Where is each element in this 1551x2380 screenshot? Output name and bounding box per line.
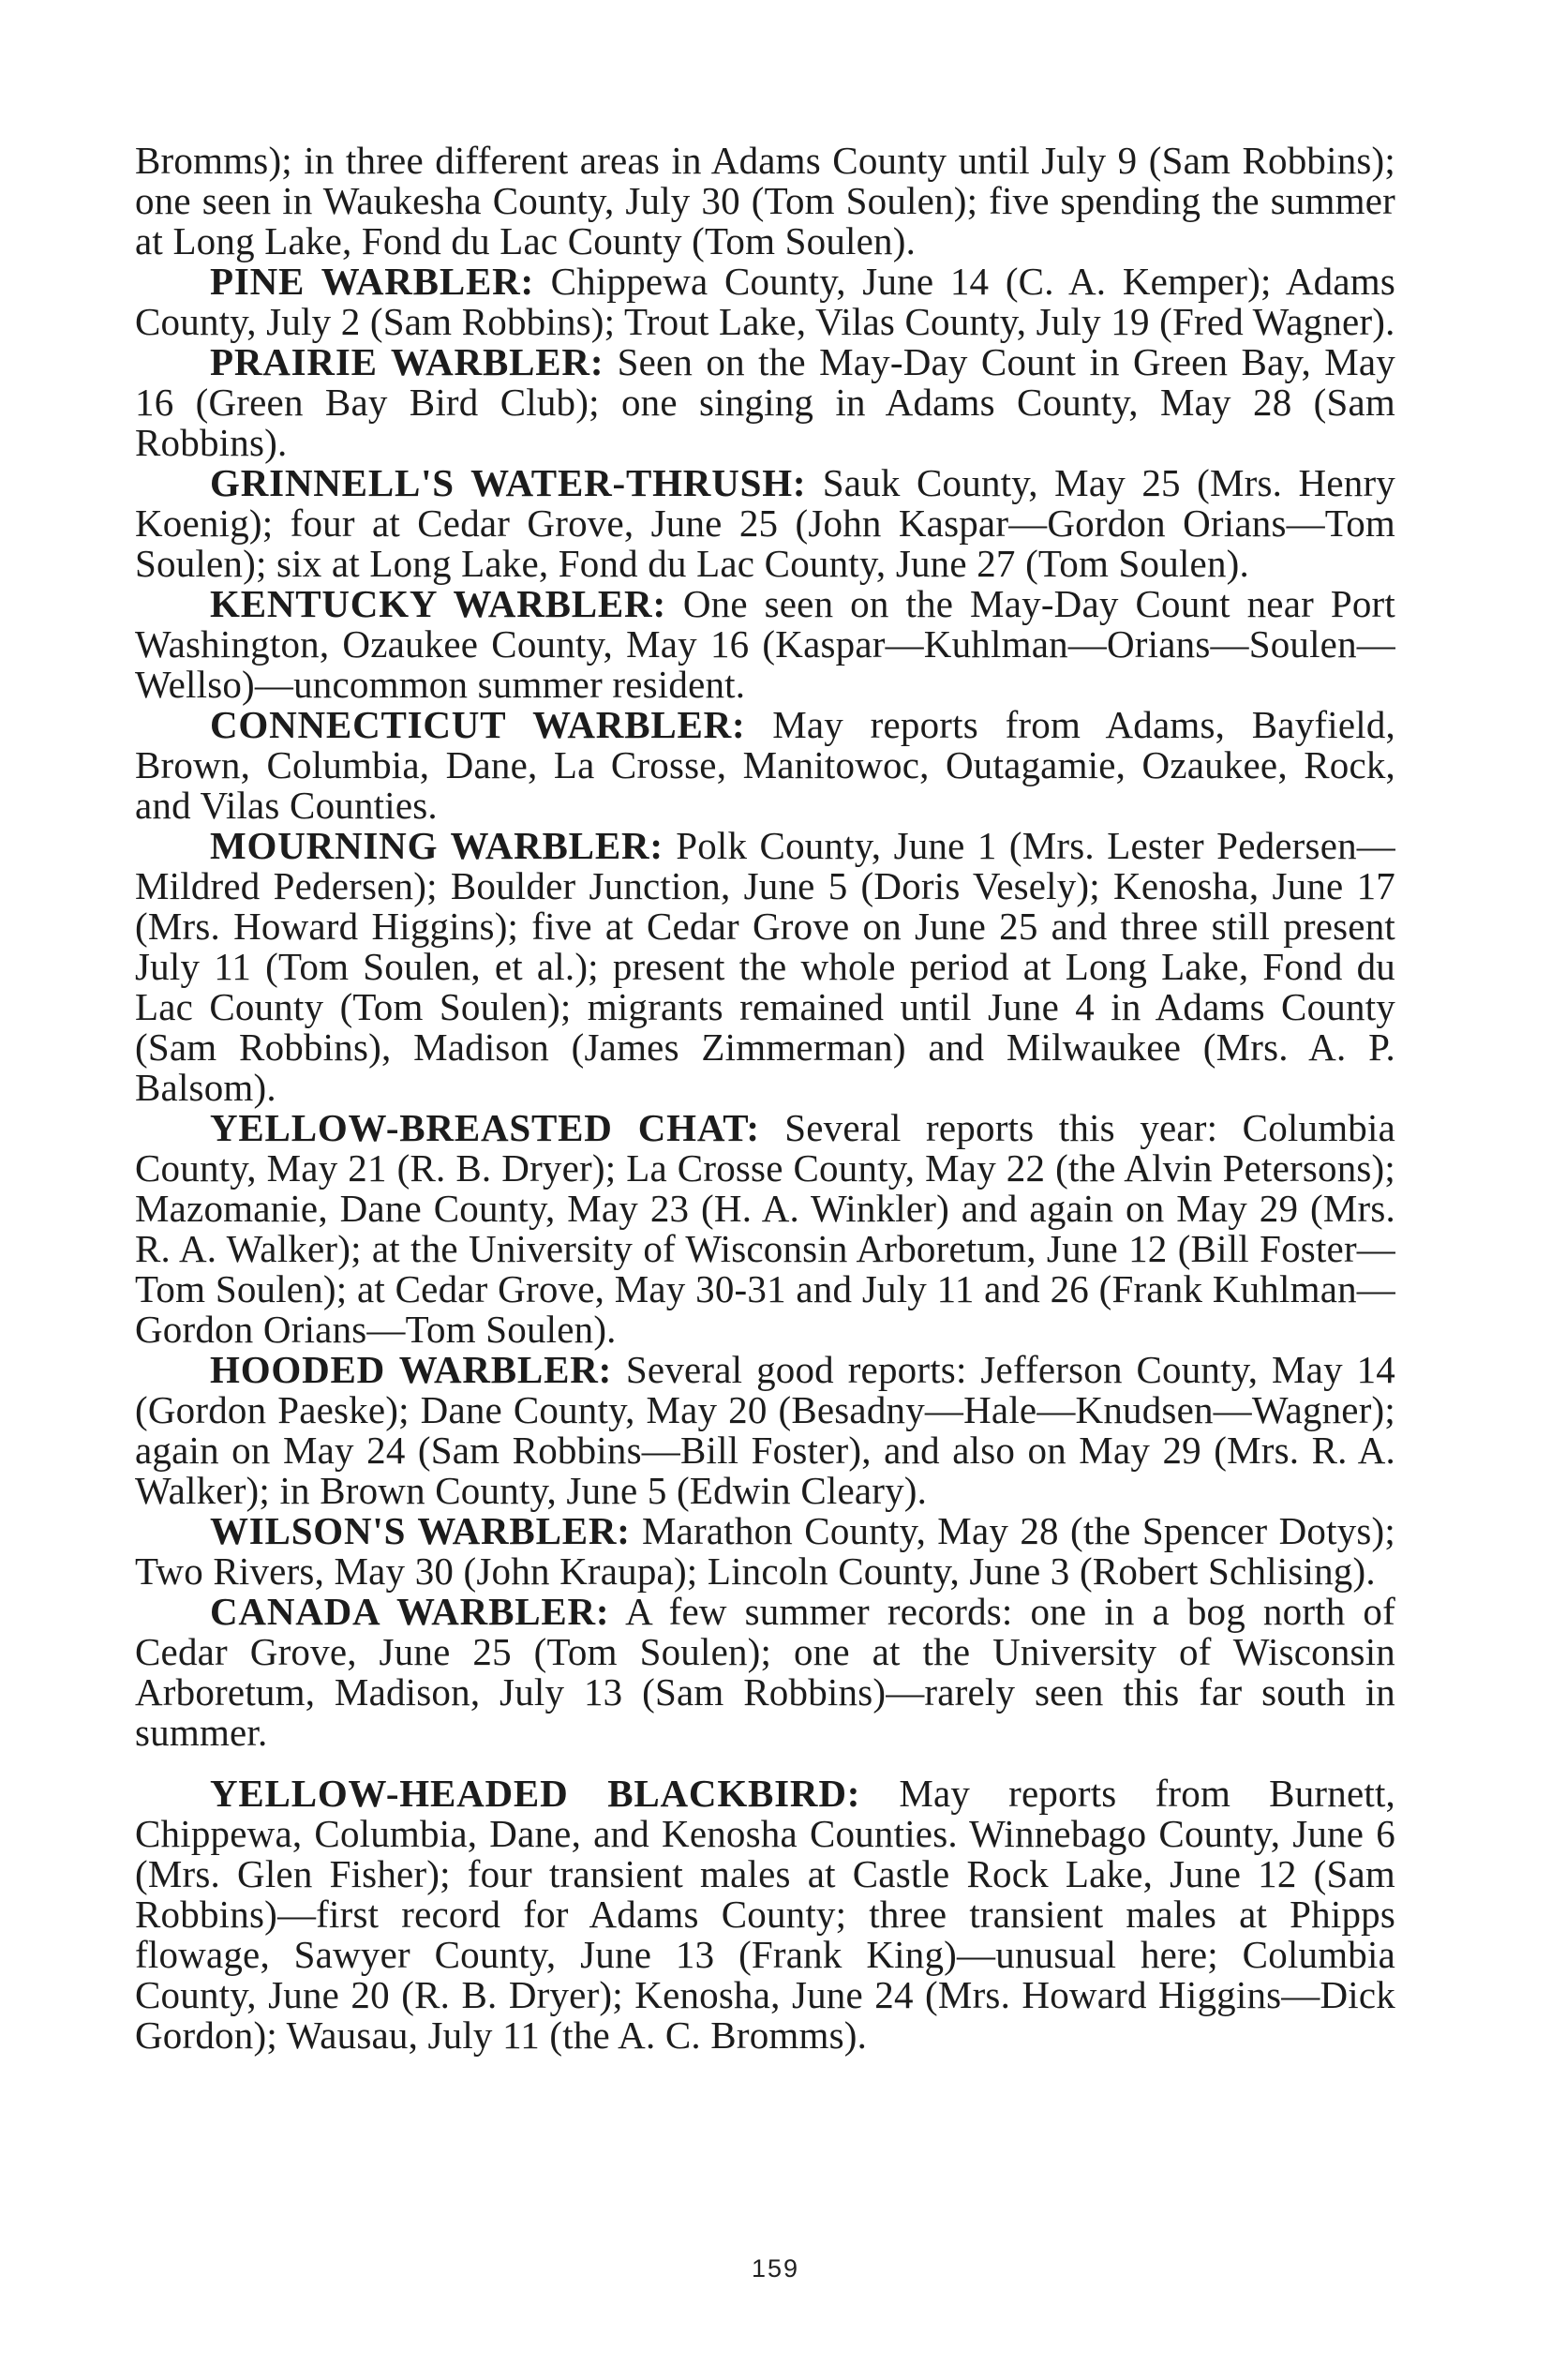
entry-canada-warbler [135, 1592, 1395, 1753]
entry-text: Marathon County, May 28 (the Spencer Dotys); Two Rivers, May 30 (John Kraupa); Lincoln County, June 3 (Robert Schlising). [135, 1509, 1395, 1593]
species-name: CONNECTICUT WARBLER: [210, 703, 746, 746]
species-name: YELLOW-HEADED BLACKBIRD: [210, 1772, 861, 1815]
entry-text: Seen on the May-Day Count in Green Bay, May 16 (Green Bay Bird Club); one singing in Adams County, May 28 (Sam Robbins). [135, 340, 1396, 464]
species-name: WILSON'S WARBLER: [210, 1509, 631, 1552]
entry-text: Several reports this year: Columbia County, May 21 (R. B. Dryer); La Crosse County, May 22 (the Alvin Petersons); Mazomanie, Dane County, May 23 (H. A. Winkler) and again on May 29 (Mrs. R. A. Walker); at the University of Wisconsin Arboretum, June 12 (Bill Foster—Tom Soulen); at Cedar Grove, May 30-31 and July 11 and 26 (Frank Kuhlman—Gordon Orians—Tom Soulen). [135, 1106, 1395, 1351]
species-name: YELLOW-BREASTED CHAT: [210, 1106, 760, 1149]
species-name: CANADA WARBLER: [210, 1590, 610, 1633]
entry-text: One seen on the May-Day Count near Port Washington, Ozaukee County, May 16 (Kaspar—Kuhlman—Orians—Soulen—Wellso)—uncommon summer resident. [135, 582, 1395, 706]
page-body [135, 141, 1395, 2056]
species-name: PINE WARBLER: [210, 260, 534, 303]
species-name: HOODED WARBLER: [210, 1348, 613, 1391]
entry-text: Polk County, June 1 (Mrs. Lester Pedersen—Mildred Pedersen); Boulder Junction, June 5 (Doris Vesely); Kenosha, June 17 (Mrs. Howard Higgins); five at Cedar Grove on June 25 and three still present July 11 (Tom Soulen, et al.); present the whole period at Long Lake, Fond du Lac County (Tom Soulen); migrants remained until June 4 in Adams County (Sam Robbins), Madison (James Zimmerman) and Milwaukee (Mrs. A. P. Balsom). [135, 824, 1395, 1109]
entry-connecticut-warbler [135, 705, 1395, 826]
species-name: KENTUCKY WARBLER: [210, 582, 666, 625]
entry-wilsons-warbler [135, 1511, 1395, 1592]
entry-grinnells-water-thrush [135, 463, 1395, 584]
entry-text: May reports from Burnett, Chippewa, Columbia, Dane, and Kenosha Counties. Winnebago County, June 6 (Mrs. Glen Fisher); four transient males at Castle Rock Lake, June 12 (Sam Robbins)—first record for Adams County; three transient males at Phipps flowage, Sawyer County, June 13 (Frank King)—unusual here; Columbia County, June 20 (R. B. Dryer); Kenosha, June 24 (Mrs. Howard Higgins—Dick Gordon); Wausau, July 11 (the A. C. Bromms). [135, 1772, 1396, 2057]
entry-pine-warbler [135, 262, 1395, 342]
entry-text: Sauk County, May 25 (Mrs. Henry Koenig); four at Cedar Grove, June 25 (John Kaspar—Gordon Orians—Tom Soulen); six at Long Lake, Fond du Lac County, June 27 (Tom Soulen). [135, 461, 1395, 585]
entry-text: Chippewa County, June 14 (C. A. Kemper); Adams County, July 2 (Sam Robbins); Trout Lake, Vilas County, July 19 (Fred Wagner). [135, 260, 1396, 343]
entry-yellow-breasted-chat [135, 1108, 1395, 1350]
page-number: 159 [751, 2254, 800, 2283]
entry-prairie-warbler [135, 342, 1395, 463]
entry-text: May reports from Adams, Bayfield, Brown, Columbia, Dane, La Crosse, Manitowoc, Outagamie, Ozaukee, Rock, and Vilas Counties. [135, 703, 1395, 827]
species-name: GRINNELL'S WATER-THRUSH: [210, 461, 807, 504]
continuation-paragraph: Bromms); in three different areas in Adams County until July 9 (Sam Robbins); one seen in Waukesha County, July 30 (Tom Soulen); five spending the summer at Long Lake, Fond du Lac County (Tom Soulen). [135, 139, 1395, 262]
entry-hooded-warbler [135, 1350, 1395, 1511]
entry-text: A few summer records: one in a bog north of Cedar Grove, June 25 (Tom Soulen); one at the University of Wisconsin Arboretum, Madison, July 13 (Sam Robbins)—rarely seen this far south in summer. [135, 1590, 1395, 1754]
entry-yellow-headed-blackbird [135, 1774, 1395, 2056]
entry-mourning-warbler [135, 826, 1395, 1108]
entry-kentucky-warbler [135, 584, 1395, 705]
entry-text: Several good reports: Jefferson County, May 14 (Gordon Paeske); Dane County, May 20 (Besadny—Hale—Knudsen—Wagner); again on May 24 (Sam Robbins—Bill Foster), and also on May 29 (Mrs. R. A. Walker); in Brown County, June 5 (Edwin Cleary). [135, 1348, 1395, 1512]
species-name: PRAIRIE WARBLER: [210, 340, 604, 383]
species-name: MOURNING WARBLER: [210, 824, 664, 867]
